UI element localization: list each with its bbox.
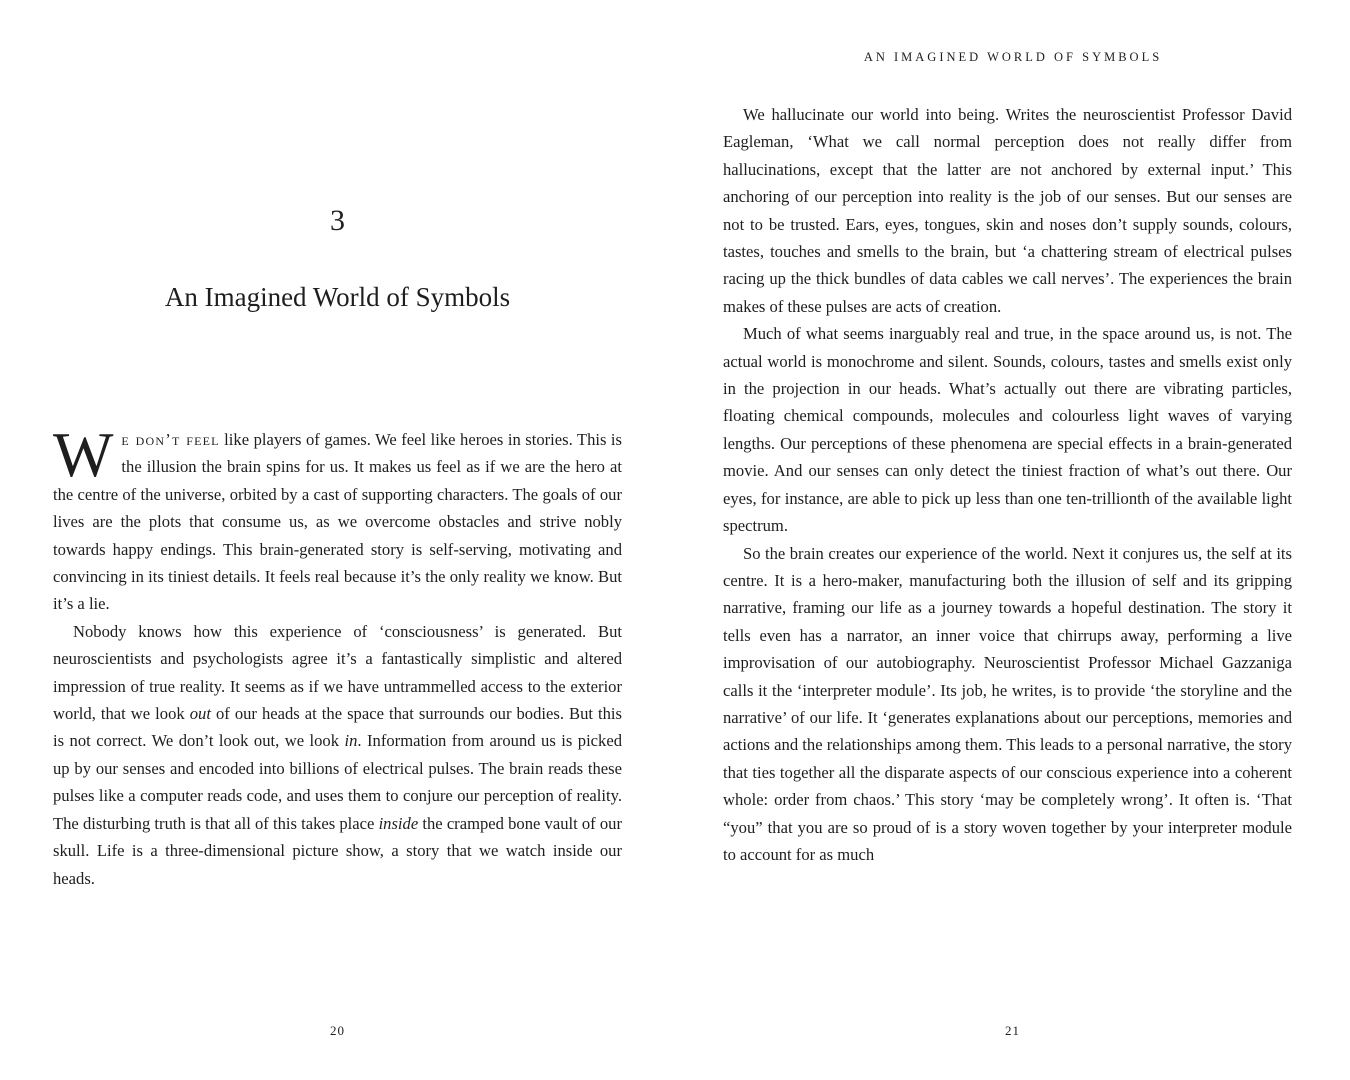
paragraph-text: the cramped bone vault of our skull. Life is a three-dimensional picture show, a story that we watch inside our heads. — [53, 813, 622, 888]
left-body-text — [53, 419, 623, 892]
chapter-title: An Imagined World of Symbols — [164, 282, 511, 312]
page-number: 20 — [330, 1023, 345, 1038]
italic-word: out — [189, 704, 211, 724]
page-number: 21 — [1005, 1023, 1020, 1038]
chapter-number: 3 — [330, 204, 345, 237]
paragraph-text: . Information from around us is picked up by our senses and encoded into billions of electrical pulses. The brain reads these pulses like a computer reads code, and uses them to conjure our perception of reality. The disturbing truth is that all of this takes place — [53, 731, 623, 833]
right-body-text — [723, 101, 1292, 868]
lead-in-small-caps: e don’t feel — [121, 430, 220, 449]
paragraph-text: like players of games. We feel like heroes in stories. This is the illusion the brain spins for us. It makes us feel as if we are the hero at the centre of the universe, orbited by a cast of supporting characters. The goals of our lives are the plots that consume us, as we overcome obstacles and strive nobly towards happy endings. This brain-generated story is self-serving, motivating and convincing in its tiniest details. It feels real because it’s the only reality we know. But it’s a lie. — [53, 430, 623, 614]
right-page — [675, 0, 1350, 1080]
italic-word: inside — [378, 813, 419, 833]
paragraph-1 — [53, 419, 623, 618]
running-head: AN IMAGINED WORLD OF SYMBOLS — [863, 50, 1163, 64]
drop-cap: W — [53, 419, 114, 490]
paragraph-3: So the brain creates our experience of the world. Next it conjures us, the self at its centre. It is a hero-maker, manufacturing both the illusion of self and its gripping narrative, framing our life as a journey towards a hopeful destination. The story it tells even has a narrator, an inner voice that chirrups away, performing a live improvisation of our autobiography. Neuroscientist Professor Michael Gazzaniga calls it the ‘interpreter module’. Its job, he writes, is to provide ‘the storyline and the narrative’ of our life. It ‘generates explanations about our perceptions, memories and actions and the relationships among them. This leads to a personal narrative, the story that ties together all the disparate aspects of our conscious experience into a coherent whole: order from chaos.’ This story ‘may be completely wrong’. It often is. ‘That “you” that you are so proud of is a story woven together by your interpreter module to account for as much — [723, 543, 1292, 864]
italic-word: in — [344, 731, 358, 751]
paragraph-2: Much of what seems inarguably real and true, in the space around us, is not. The actual world is monochrome and silent. Sounds, colours, tastes and smells exist only in the projection in our heads. What’s actually out there are vibrating particles, floating chemical compounds, molecules and colourless light waves of varying lengths. Our perceptions of these phenomena are special effects in a brain-generated movie. And our senses can only detect the tiniest fraction of what’s out there. Our eyes, for instance, are able to pick up less than one ten-trillionth of the available light spectrum. — [723, 324, 1292, 536]
paragraph-2 — [53, 618, 622, 892]
paragraph-text: of our heads at the space that surrounds our bodies. But this is not correct. We don’t look out, we look — [53, 704, 622, 751]
paragraph-1: We hallucinate our world into being. Writes the neuroscientist Professor David Eagleman, ‘What we call normal perception does not really differ from hallucinations, except that the latter are not anchored by external input.’ This anchoring of our perception into reality is the job of our senses. But our senses are not to be trusted. Ears, eyes, tongues, skin and noses don’t supply sounds, colours, tastes, touches and smells to the brain, but ‘a chattering stream of electrical pulses racing up the thick bundles of data cables we call nerves’. The experiences the brain makes of these pulses are acts of creation. — [723, 105, 1292, 316]
paragraph-text: Nobody knows how this experience of ‘consciousness’ is generated. But neuroscientists and psychologists agree it’s a fantastically simplistic and altered impression of true reality. It seems as if we have untrammelled access to the exterior world, that we look — [53, 621, 622, 724]
